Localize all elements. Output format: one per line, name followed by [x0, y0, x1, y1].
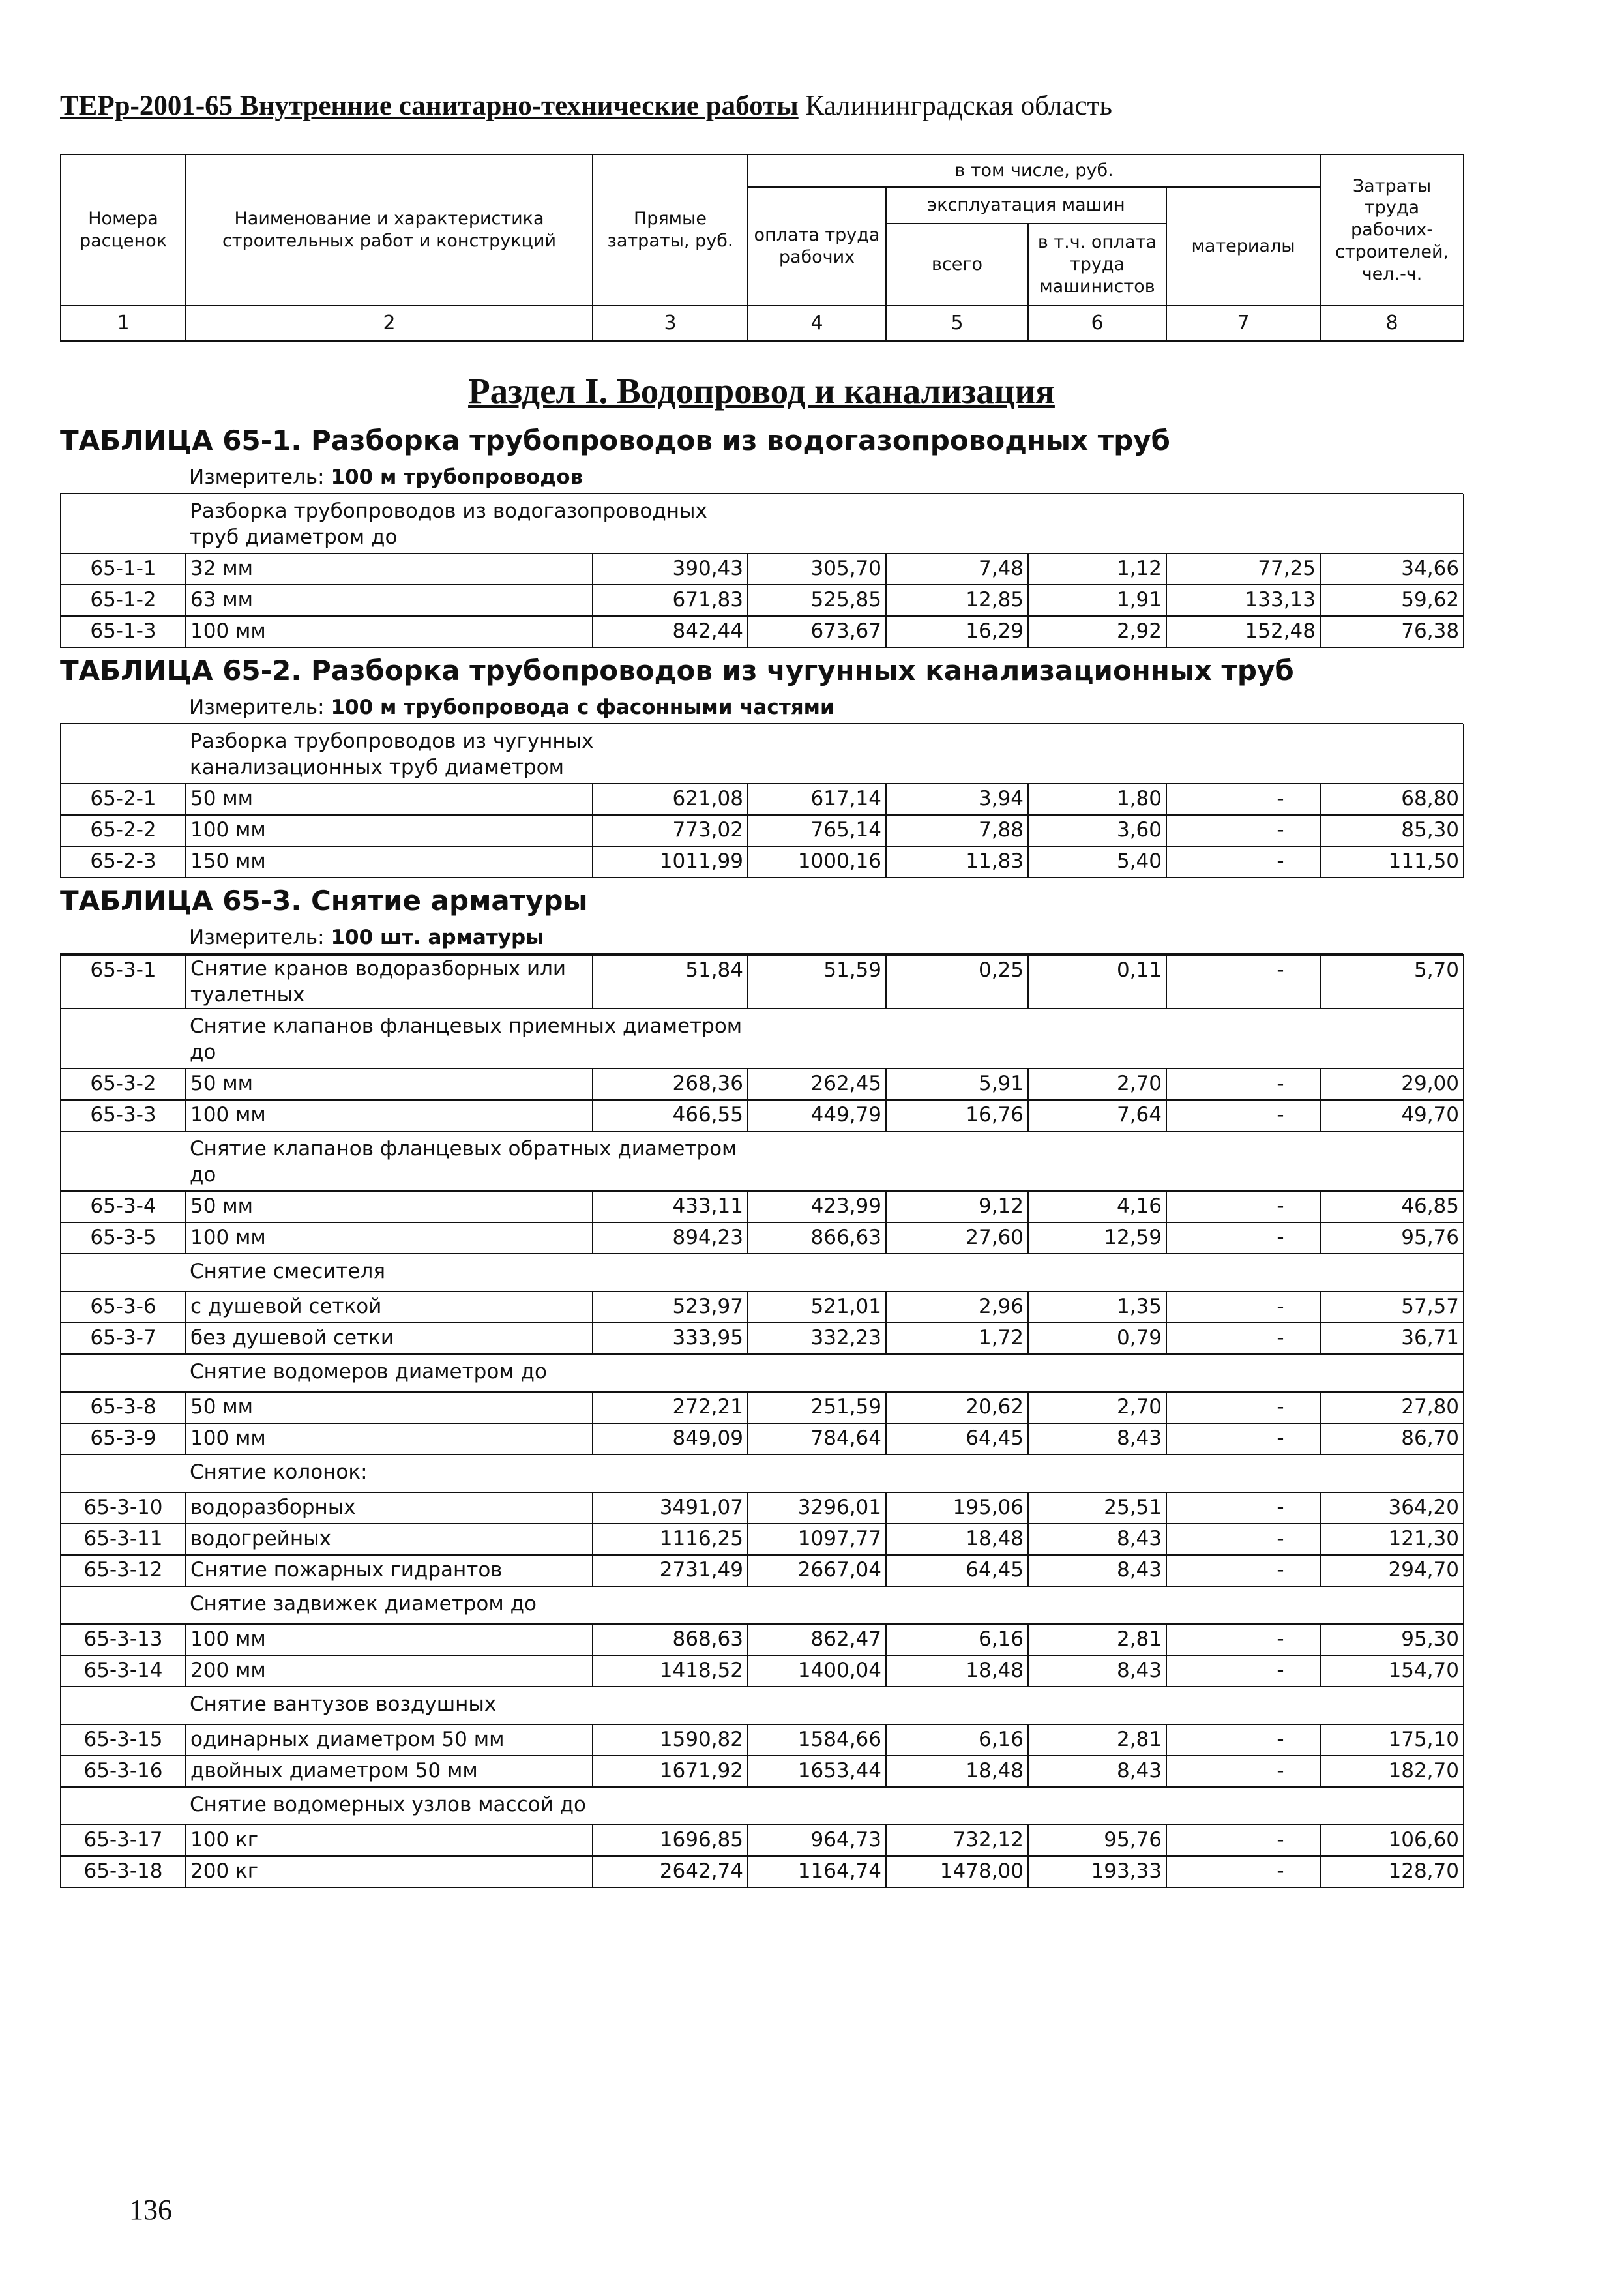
value-cell: 525,85 [748, 585, 886, 616]
table-row [61, 616, 1464, 647]
empty-cell [61, 494, 186, 554]
value-cell: 1,72 [886, 1323, 1028, 1354]
value-cell: 152,48 [1166, 616, 1320, 647]
column-number: 1 [61, 306, 186, 341]
value-cell: 29,00 [1320, 1069, 1464, 1100]
value-cell: 1116,25 [593, 1524, 748, 1555]
value-cell: 27,80 [1320, 1392, 1464, 1423]
group-row [61, 1586, 1464, 1624]
value-cell: 1671,92 [593, 1756, 748, 1787]
rate-code: 65-3-2 [61, 1069, 186, 1100]
work-description: 63 мм [186, 585, 593, 616]
work-description: 200 кг [186, 1856, 593, 1887]
value-cell: 106,60 [1320, 1825, 1464, 1856]
value-cell: - [1166, 1724, 1320, 1756]
work-description: водоразборных [186, 1492, 593, 1524]
rate-code: 65-3-7 [61, 1323, 186, 1354]
value-cell: - [1166, 955, 1320, 1009]
table-row [61, 1292, 1464, 1323]
value-cell: 2,81 [1028, 1624, 1166, 1655]
value-cell: 862,47 [748, 1624, 886, 1655]
value-cell: 3,94 [886, 784, 1028, 815]
value-cell: 732,12 [886, 1825, 1028, 1856]
value-cell: 433,11 [593, 1191, 748, 1222]
meter-value: 100 м трубопроводов [331, 466, 583, 489]
header-machines-total: всего [886, 224, 1028, 306]
table-row [61, 1624, 1464, 1655]
value-cell: - [1166, 1100, 1320, 1131]
value-cell: 5,70 [1320, 955, 1464, 1009]
value-cell: 27,60 [886, 1222, 1028, 1254]
work-description: 100 мм [186, 1624, 593, 1655]
value-cell: 2642,74 [593, 1856, 748, 1887]
work-description: 50 мм [186, 1392, 593, 1423]
value-cell: 305,70 [748, 554, 886, 585]
value-cell: 51,84 [593, 955, 748, 1009]
work-description: 50 мм [186, 1191, 593, 1222]
value-cell: 76,38 [1320, 616, 1464, 647]
value-cell: 2,96 [886, 1292, 1028, 1323]
value-cell: 449,79 [748, 1100, 886, 1131]
value-cell: 2667,04 [748, 1555, 886, 1586]
work-description: двойных диаметром 50 мм [186, 1756, 593, 1787]
value-cell: 3296,01 [748, 1492, 886, 1524]
meter-value: 100 м трубопровода с фасонными частями [331, 696, 834, 719]
value-cell: 0,11 [1028, 955, 1166, 1009]
value-cell: 25,51 [1028, 1492, 1166, 1524]
value-cell: - [1166, 1756, 1320, 1787]
rate-code: 65-3-16 [61, 1756, 186, 1787]
rate-code: 65-3-6 [61, 1292, 186, 1323]
group-description: Снятие задвижек диаметром до [186, 1586, 748, 1624]
table-row [61, 1323, 1464, 1354]
column-header-table [60, 154, 1464, 342]
value-cell: 6,16 [886, 1624, 1028, 1655]
work-description: 100 мм [186, 815, 593, 846]
value-cell: 7,64 [1028, 1100, 1166, 1131]
page-header [60, 90, 1112, 122]
value-cell: 2,70 [1028, 1069, 1166, 1100]
value-cell: 77,25 [1166, 554, 1320, 585]
table-row [61, 1423, 1464, 1455]
table-row [61, 846, 1464, 878]
empty-cell [61, 1787, 186, 1825]
work-description: Снятие пожарных гидрантов [186, 1555, 593, 1586]
meter-label: Измеритель: [189, 696, 325, 719]
value-cell: 523,97 [593, 1292, 748, 1323]
value-cell: 1164,74 [748, 1856, 886, 1887]
value-cell: 423,99 [748, 1191, 886, 1222]
value-cell: 268,36 [593, 1069, 748, 1100]
column-number: 7 [1166, 306, 1320, 341]
value-cell: 0,25 [886, 955, 1028, 1009]
header-labor-pay: оплата труда рабочих [748, 187, 886, 306]
value-cell: 86,70 [1320, 1423, 1464, 1455]
value-cell: 36,71 [1320, 1323, 1464, 1354]
header-including: в том числе, руб. [748, 155, 1320, 187]
value-cell: 866,63 [748, 1222, 886, 1254]
value-cell: 59,62 [1320, 585, 1464, 616]
value-cell: 1400,04 [748, 1655, 886, 1687]
value-cell: 5,40 [1028, 846, 1166, 878]
value-cell: 2,70 [1028, 1392, 1166, 1423]
work-description: 100 мм [186, 616, 593, 647]
value-cell: 1,91 [1028, 585, 1166, 616]
value-cell: 773,02 [593, 815, 748, 846]
value-cell: 842,44 [593, 616, 748, 647]
value-cell: 128,70 [1320, 1856, 1464, 1887]
rate-code: 65-3-5 [61, 1222, 186, 1254]
empty-cell [61, 1687, 186, 1724]
value-cell: 1011,99 [593, 846, 748, 878]
empty-cell [748, 1787, 1464, 1825]
group-row [61, 1131, 1464, 1191]
value-cell: 849,09 [593, 1423, 748, 1455]
value-cell: 8,43 [1028, 1555, 1166, 1586]
value-cell: 182,70 [1320, 1756, 1464, 1787]
value-cell: 1590,82 [593, 1724, 748, 1756]
value-cell: - [1166, 1856, 1320, 1887]
empty-cell [61, 724, 186, 784]
meter-value: 100 шт. арматуры [331, 926, 544, 949]
group-description: Снятие клапанов фланцевых приемных диаметром до [186, 1009, 748, 1069]
value-cell: 64,45 [886, 1423, 1028, 1455]
value-cell: 868,63 [593, 1624, 748, 1655]
work-description: 100 кг [186, 1825, 593, 1856]
value-cell: 1000,16 [748, 846, 886, 878]
work-description: водогрейных [186, 1524, 593, 1555]
value-cell: 1418,52 [593, 1655, 748, 1687]
value-cell: 364,20 [1320, 1492, 1464, 1524]
column-number: 5 [886, 306, 1028, 341]
value-cell: 3491,07 [593, 1492, 748, 1524]
value-cell: 1478,00 [886, 1856, 1028, 1887]
value-cell: 8,43 [1028, 1655, 1166, 1687]
value-cell: - [1166, 1292, 1320, 1323]
document-region: Калининградская область [805, 91, 1112, 121]
value-cell: - [1166, 1323, 1320, 1354]
table-row [61, 1222, 1464, 1254]
value-cell: 20,62 [886, 1392, 1028, 1423]
column-number: 8 [1320, 306, 1464, 341]
value-cell: 673,67 [748, 616, 886, 647]
value-cell: 390,43 [593, 554, 748, 585]
table-meter [60, 692, 1463, 724]
table-title: ТАБЛИЦА 65-3. Снятие арматуры [60, 885, 588, 917]
rate-code: 65-3-9 [61, 1423, 186, 1455]
value-cell: 0,79 [1028, 1323, 1166, 1354]
table-row [61, 1655, 1464, 1687]
document-code: ТЕРр-2001-65 Внутренние санитарно-технические работы [60, 91, 799, 121]
value-cell: 85,30 [1320, 815, 1464, 846]
column-number: 6 [1028, 306, 1166, 341]
group-row [61, 1787, 1464, 1825]
header-direct-costs: Прямые затраты, руб. [593, 155, 748, 306]
rate-code: 65-3-4 [61, 1191, 186, 1222]
table-row [61, 1069, 1464, 1100]
work-description: Снятие кранов водоразборных или туалетных [186, 955, 593, 1009]
empty-cell [748, 1586, 1464, 1624]
empty-cell [61, 1131, 186, 1191]
table-meter [60, 922, 1463, 954]
value-cell: 6,16 [886, 1724, 1028, 1756]
work-description: 100 мм [186, 1222, 593, 1254]
empty-cell [748, 1455, 1464, 1492]
empty-cell [748, 494, 1464, 554]
table-row [61, 1825, 1464, 1856]
empty-cell [61, 1009, 186, 1069]
group-description: Снятие смесителя [186, 1254, 748, 1292]
value-cell: - [1166, 1492, 1320, 1524]
empty-cell [748, 1687, 1464, 1724]
value-cell: 5,91 [886, 1069, 1028, 1100]
value-cell: 1696,85 [593, 1825, 748, 1856]
value-cell: 16,76 [886, 1100, 1028, 1131]
document-body [60, 154, 1463, 1895]
rate-code: 65-1-3 [61, 616, 186, 647]
work-description: 200 мм [186, 1655, 593, 1687]
value-cell: 46,85 [1320, 1191, 1464, 1222]
table-row [61, 585, 1464, 616]
work-description: без душевой сетки [186, 1323, 593, 1354]
value-cell: - [1166, 1423, 1320, 1455]
value-cell: - [1166, 784, 1320, 815]
empty-cell [748, 724, 1464, 784]
table-title: ТАБЛИЦА 65-2. Разборка трубопроводов из чугунных канализационных труб [60, 655, 1294, 687]
table-row [61, 554, 1464, 585]
value-cell: 4,16 [1028, 1191, 1166, 1222]
value-cell: - [1166, 1069, 1320, 1100]
value-cell: 2,81 [1028, 1724, 1166, 1756]
value-cell: - [1166, 1524, 1320, 1555]
value-cell: 964,73 [748, 1825, 886, 1856]
price-table [60, 954, 1464, 1888]
rate-code: 65-3-14 [61, 1655, 186, 1687]
group-row [61, 1354, 1464, 1392]
table-row [61, 1555, 1464, 1586]
value-cell: 68,80 [1320, 784, 1464, 815]
work-description: 50 мм [186, 784, 593, 815]
group-row [61, 1455, 1464, 1492]
value-cell: 894,23 [593, 1222, 748, 1254]
empty-cell [748, 1009, 1464, 1069]
work-description: одинарных диаметром 50 мм [186, 1724, 593, 1756]
value-cell: 154,70 [1320, 1655, 1464, 1687]
table-row [61, 955, 1464, 1009]
empty-cell [61, 1254, 186, 1292]
value-cell: 1584,66 [748, 1724, 886, 1756]
table-row [61, 1524, 1464, 1555]
value-cell: 18,48 [886, 1524, 1028, 1555]
value-cell: - [1166, 1392, 1320, 1423]
value-cell: 8,43 [1028, 1524, 1166, 1555]
value-cell: - [1166, 1191, 1320, 1222]
value-cell: 34,66 [1320, 554, 1464, 585]
value-cell: - [1166, 1624, 1320, 1655]
rate-code: 65-3-15 [61, 1724, 186, 1756]
group-description: Разборка трубопроводов из водогазопроводных труб диаметром до [186, 494, 748, 554]
work-description: с душевой сеткой [186, 1292, 593, 1323]
value-cell: 671,83 [593, 585, 748, 616]
value-cell: 272,21 [593, 1392, 748, 1423]
work-description: 50 мм [186, 1069, 593, 1100]
table-row [61, 1756, 1464, 1787]
table-row [61, 1724, 1464, 1756]
group-description: Снятие водомерных узлов массой до [186, 1787, 748, 1825]
value-cell: 617,14 [748, 784, 886, 815]
value-cell: 521,01 [748, 1292, 886, 1323]
value-cell: 466,55 [593, 1100, 748, 1131]
rate-code: 65-3-13 [61, 1624, 186, 1655]
empty-cell [61, 1354, 186, 1392]
value-cell: 7,88 [886, 815, 1028, 846]
value-cell: 175,10 [1320, 1724, 1464, 1756]
work-description: 100 мм [186, 1423, 593, 1455]
value-cell: 95,76 [1028, 1825, 1166, 1856]
value-cell: 18,48 [886, 1756, 1028, 1787]
rate-code: 65-3-12 [61, 1555, 186, 1586]
rate-code: 65-3-3 [61, 1100, 186, 1131]
table-title: ТАБЛИЦА 65-1. Разборка трубопроводов из водогазопроводных труб [60, 424, 1170, 456]
value-cell: 784,64 [748, 1423, 886, 1455]
value-cell: 251,59 [748, 1392, 886, 1423]
value-cell: 1653,44 [748, 1756, 886, 1787]
column-number: 2 [186, 306, 593, 341]
page-number: 136 [129, 2194, 172, 2226]
rate-code: 65-2-1 [61, 784, 186, 815]
value-cell: 8,43 [1028, 1756, 1166, 1787]
price-table [60, 724, 1464, 878]
value-cell: - [1166, 1222, 1320, 1254]
rate-code: 65-3-8 [61, 1392, 186, 1423]
rate-code: 65-3-18 [61, 1856, 186, 1887]
value-cell: 1,35 [1028, 1292, 1166, 1323]
value-cell: 18,48 [886, 1655, 1028, 1687]
value-cell: 57,57 [1320, 1292, 1464, 1323]
value-cell: 2731,49 [593, 1555, 748, 1586]
group-row [61, 724, 1464, 784]
table-row [61, 1392, 1464, 1423]
group-description: Снятие клапанов фланцевых обратных диаметром до [186, 1131, 748, 1191]
section-title: Раздел I. Водопровод и канализация [468, 371, 1055, 411]
price-tables [60, 424, 1463, 1888]
work-description: 32 мм [186, 554, 593, 585]
value-cell: 7,48 [886, 554, 1028, 585]
table-meter [60, 462, 1463, 494]
value-cell: 294,70 [1320, 1555, 1464, 1586]
value-cell: 51,59 [748, 955, 886, 1009]
header-name: Наименование и характеристика строительных работ и конструкций [186, 155, 593, 306]
value-cell: 95,30 [1320, 1624, 1464, 1655]
value-cell: 1097,77 [748, 1524, 886, 1555]
work-description: 100 мм [186, 1100, 593, 1131]
value-cell: 133,13 [1166, 585, 1320, 616]
value-cell: 262,45 [748, 1069, 886, 1100]
group-row [61, 1254, 1464, 1292]
value-cell: 111,50 [1320, 846, 1464, 878]
value-cell: - [1166, 846, 1320, 878]
value-cell: 11,83 [886, 846, 1028, 878]
value-cell: 12,59 [1028, 1222, 1166, 1254]
meter-label: Измеритель: [189, 926, 325, 949]
header-machinist-pay: в т.ч. оплата труда машинистов [1028, 224, 1166, 306]
column-number: 3 [593, 306, 748, 341]
empty-cell [61, 1455, 186, 1492]
header-machines: эксплуатация машин [886, 187, 1166, 224]
group-row [61, 494, 1464, 554]
value-cell: 765,14 [748, 815, 886, 846]
empty-cell [61, 1586, 186, 1624]
table-row [61, 784, 1464, 815]
value-cell: 64,45 [886, 1555, 1028, 1586]
value-cell: - [1166, 815, 1320, 846]
value-cell: 8,43 [1028, 1423, 1166, 1455]
group-description: Снятие вантузов воздушных [186, 1687, 748, 1724]
rate-code: 65-2-2 [61, 815, 186, 846]
empty-cell [748, 1131, 1464, 1191]
table-row [61, 1856, 1464, 1887]
value-cell: 16,29 [886, 616, 1028, 647]
value-cell: 49,70 [1320, 1100, 1464, 1131]
value-cell: 193,33 [1028, 1856, 1166, 1887]
empty-cell [748, 1354, 1464, 1392]
value-cell: 1,12 [1028, 554, 1166, 585]
table-row [61, 1100, 1464, 1131]
header-labor-hours: Затраты труда рабочих-строителей, чел.-ч. [1320, 155, 1464, 306]
rate-code: 65-3-11 [61, 1524, 186, 1555]
empty-cell [748, 1254, 1464, 1292]
rate-code: 65-3-1 [61, 955, 186, 1009]
table-row [61, 1191, 1464, 1222]
value-cell: 121,30 [1320, 1524, 1464, 1555]
rate-code: 65-2-3 [61, 846, 186, 878]
group-description: Разборка трубопроводов из чугунных канализационных труб диаметром [186, 724, 748, 784]
group-row [61, 1687, 1464, 1724]
value-cell: - [1166, 1825, 1320, 1856]
group-description: Снятие колонок: [186, 1455, 748, 1492]
value-cell: 2,92 [1028, 616, 1166, 647]
rate-code: 65-3-10 [61, 1492, 186, 1524]
value-cell: 3,60 [1028, 815, 1166, 846]
table-row [61, 815, 1464, 846]
rate-code: 65-3-17 [61, 1825, 186, 1856]
value-cell: 332,23 [748, 1323, 886, 1354]
work-description: 150 мм [186, 846, 593, 878]
value-cell: - [1166, 1655, 1320, 1687]
group-description: Снятие водомеров диаметром до [186, 1354, 748, 1392]
table-row [61, 1492, 1464, 1524]
value-cell: 621,08 [593, 784, 748, 815]
price-table [60, 494, 1464, 648]
value-cell: - [1166, 1555, 1320, 1586]
rate-code: 65-1-1 [61, 554, 186, 585]
group-row [61, 1009, 1464, 1069]
column-number: 4 [748, 306, 886, 341]
header-materials: материалы [1166, 187, 1320, 306]
meter-label: Измеритель: [189, 466, 325, 489]
value-cell: 9,12 [886, 1191, 1028, 1222]
value-cell: 1,80 [1028, 784, 1166, 815]
value-cell: 333,95 [593, 1323, 748, 1354]
value-cell: 12,85 [886, 585, 1028, 616]
header-code: Номера расценок [61, 155, 186, 306]
value-cell: 95,76 [1320, 1222, 1464, 1254]
value-cell: 195,06 [886, 1492, 1028, 1524]
rate-code: 65-1-2 [61, 585, 186, 616]
